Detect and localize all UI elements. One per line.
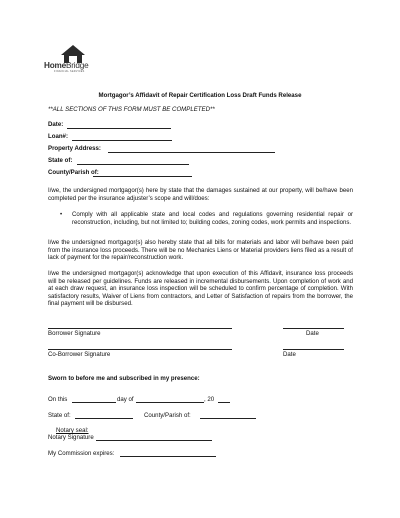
date-label: Date: xyxy=(48,121,64,128)
state-label: State of: xyxy=(48,157,73,164)
on-this-label: On this xyxy=(48,396,68,403)
year-label: , 20 xyxy=(204,396,215,403)
county-input-line[interactable] xyxy=(93,176,192,177)
notary-county-label: County/Parish of: xyxy=(144,412,191,419)
borrower-date-label: Date xyxy=(306,330,319,337)
co-borrower-date-line[interactable] xyxy=(283,349,344,350)
borrower-signature-line[interactable] xyxy=(48,328,232,329)
property-address-input-line[interactable] xyxy=(108,152,275,153)
property-address-label: Property Address: xyxy=(48,145,101,152)
commission-expires-label: My Commission expires: xyxy=(48,450,115,457)
form-title: Mortgagor’s Affidavit of Repair Certification Loss Draft Funds Release xyxy=(98,92,302,99)
day-input-line[interactable] xyxy=(72,402,116,403)
commission-expires-input-line[interactable] xyxy=(120,456,216,457)
borrower-signature-label: Borrower Signature xyxy=(48,330,101,337)
paragraph-acknowledgement: I/we the undersigned mortgagor(s) acknowledge that upon execution of this Affidavit, insurance loss proceeds will be released per guidelines. Funds are released in incremental disbursements. Upon completion of work and at each draw request, an insurance loss inspection will be scheduled to confirm percentage of completion. With satisfactory results, Waiver of Liens from contractors, and Letter of Satisfaction of repairs from the borrower, the final payment will be disbursed. xyxy=(48,270,353,308)
notary-state-label: State of: xyxy=(48,412,71,419)
notary-state-input-line[interactable] xyxy=(75,418,133,419)
bullet-comply-codes: Comply with all applicable state and local codes and regulations governing residential repair or reconstruction, including, but not limited to; building codes, zoning codes, work permits and inspections. xyxy=(72,211,353,226)
notary-signature-line[interactable] xyxy=(96,440,212,441)
notary-signature-label: Notary Signature xyxy=(48,434,94,441)
county-label: County/Parish of: xyxy=(48,169,99,176)
logo-wordmark: HomeBridge xyxy=(44,61,89,70)
logo-tagline: FINANCIAL SERVICES xyxy=(54,70,85,73)
form-notice: **ALL SECTIONS OF THIS FORM MUST BE COMPLETED** xyxy=(48,106,215,113)
date-input-line[interactable] xyxy=(67,128,171,129)
sworn-statement: Sworn to before me and subscribed in my presence: xyxy=(48,375,200,382)
co-borrower-signature-line[interactable] xyxy=(48,349,232,350)
year-input-line[interactable] xyxy=(218,402,230,403)
borrower-date-line[interactable] xyxy=(283,328,344,329)
paragraph-repairs-completed: I/we, the undersigned mortgagor(s) here by state that the damages sustained at our property, will be/have been completed per the insurance adjuster’s scope and will/does: xyxy=(48,187,353,202)
paragraph-bills-paid: I/we the undersigned mortgagor(s) also hereby state that all bills for materials and labor will be/have been paid from the insurance loss proceeds. There will be no Mechanics Liens or Material providers liens filed as a result of lack of payment for the repair/reconstruction work. xyxy=(48,239,353,262)
bullet-icon: • xyxy=(60,211,63,218)
loan-input-line[interactable] xyxy=(72,140,172,141)
day-of-label: day of xyxy=(117,396,134,403)
loan-label: Loan#: xyxy=(48,133,68,140)
co-borrower-date-label: Date xyxy=(283,351,296,358)
month-input-line[interactable] xyxy=(136,402,204,403)
state-input-line[interactable] xyxy=(77,164,189,165)
notary-county-input-line[interactable] xyxy=(200,418,256,419)
co-borrower-signature-label: Co-Borrower Signature xyxy=(48,351,111,358)
notary-seal-label: Notary seal: xyxy=(56,427,89,434)
